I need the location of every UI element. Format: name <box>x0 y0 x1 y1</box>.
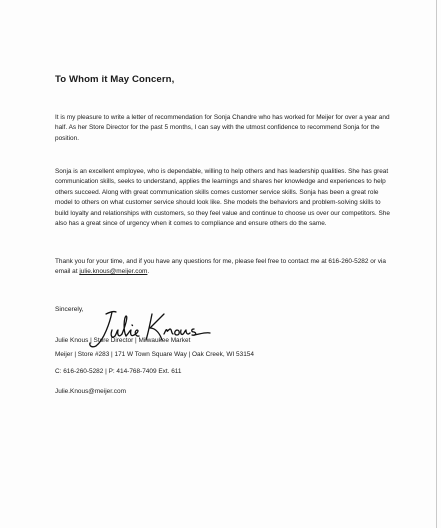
paragraph-contact <box>55 257 393 278</box>
letter-greeting: To Whom it May Concern, <box>55 74 175 85</box>
sender-phone: C: 616-260-5282 | P: 414-768-7409 Ext. 611 <box>55 368 182 375</box>
paragraph-intro: It is my pleasure to write a letter of recommendation for Sonja Chandre who has worked for Meijer for over a year and half. As her Store Director for the past 5 months, I can say with the utmost confidence to recommend Sonja for the position. <box>55 114 390 142</box>
contact-email-link[interactable]: julie.knous@meijer.com <box>79 268 148 276</box>
sender-name-title: Julie Knous | Store Director | Milwaukee Market <box>55 337 191 344</box>
paragraph-qualities: Sonja is an excellent employee, who is dependable, willing to help others and has leadership qualities. She has great communication skills, seeks to understand, applies the learnings and shares her knowledge and experiences to help others succeed. Along with great communication skills comes customer service skills. Sonja has been a great role model to others on what customer service should look like. She models the behaviors and problem-solving skills to build loyalty and relationships with customers, so they feel value and continue to choose us over our competitors. She also has a great since of urgency when it comes to compliance and ensure others do the same. <box>55 168 390 228</box>
closing: Sincerely, <box>55 306 84 313</box>
handwritten-signature <box>86 306 216 352</box>
sender-address: Meijer | Store #283 | 171 W Town Square Way | Oak Creek, WI 53154 <box>55 351 254 358</box>
page-edge <box>436 0 437 528</box>
sender-email[interactable]: Julie.Knous@meijer.com <box>55 388 126 395</box>
paragraph-contact-end: . <box>147 268 150 276</box>
paragraph-contact-text: Thank you for your time, and if you have any questions for me, please feel free to contact me at 616-260-5282 or via email at <box>55 258 387 276</box>
